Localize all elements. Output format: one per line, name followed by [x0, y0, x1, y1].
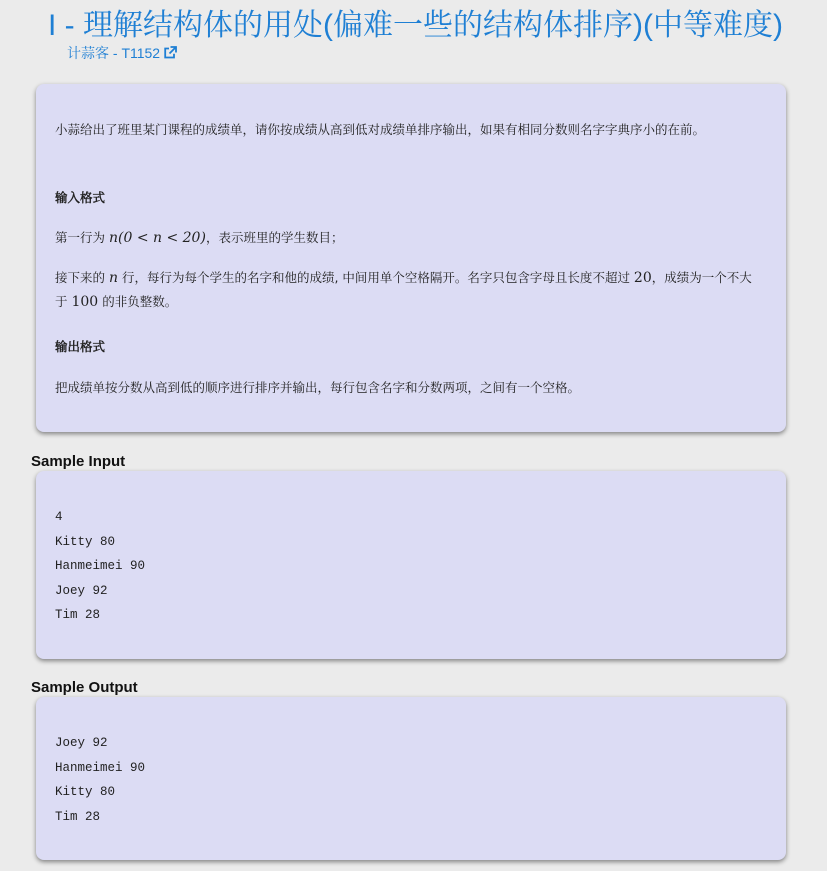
- math-n-range: n(0 < n < 20): [108, 230, 206, 246]
- sample-output-heading: Sample Output: [31, 679, 138, 696]
- source-link-label: 计蒜客 - T1152: [67, 45, 161, 61]
- output-format-text: 把成绩单按分数从高到低的顺序进行排序并输出，每行包含名字和分数两项，之间有一个空格。: [55, 380, 581, 395]
- math-n: n: [108, 270, 119, 286]
- sample-input-heading: Sample Input: [31, 453, 126, 470]
- sample-output-card: [36, 697, 786, 860]
- sample-input-card: [36, 471, 786, 659]
- math-20: 20: [633, 270, 652, 286]
- code-line: 4: [55, 510, 63, 524]
- math-100: 100: [71, 294, 99, 310]
- code-line: Kitty 80: [55, 534, 116, 549]
- code-line: Tim 28: [55, 608, 101, 622]
- input-format-line-1: 第一行为 n(0 < n < 20)，表示班里的学生数目；: [55, 230, 344, 246]
- problem-intro: 小蒜给出了班里某门课程的成绩单，请你按成绩从高到低对成绩单排序输出，如果有相同分数则名字字典序小的在前。: [55, 122, 706, 137]
- code-line: Joey 92: [55, 736, 108, 750]
- source-link[interactable]: [67, 43, 177, 63]
- code-line: Tim 28: [55, 809, 101, 824]
- output-format-heading: 输出格式: [55, 339, 106, 354]
- problem-description-card: [36, 84, 786, 432]
- code-line: Hanmeimei 90: [55, 559, 146, 573]
- sample-input-code: [55, 505, 145, 628]
- code-line: Kitty 80: [55, 785, 116, 799]
- code-line: Hanmeimei 90: [55, 760, 146, 775]
- sample-output-code: [55, 731, 145, 829]
- input-format-line-2: 接下来的 n 行，每行为每个学生的名字和他的成绩, 中间用单个空格隔开。名字只包含字母且长度不超过 20，成绩为一个不大于 100 的非负整数。: [55, 270, 752, 310]
- code-line: Joey 92: [55, 583, 108, 598]
- external-link-icon: [163, 46, 177, 59]
- input-format-heading: 输入格式: [55, 190, 106, 205]
- problem-title: I - 理解结构体的用处(偏难一些的结构体排序)(中等难度): [48, 9, 783, 42]
